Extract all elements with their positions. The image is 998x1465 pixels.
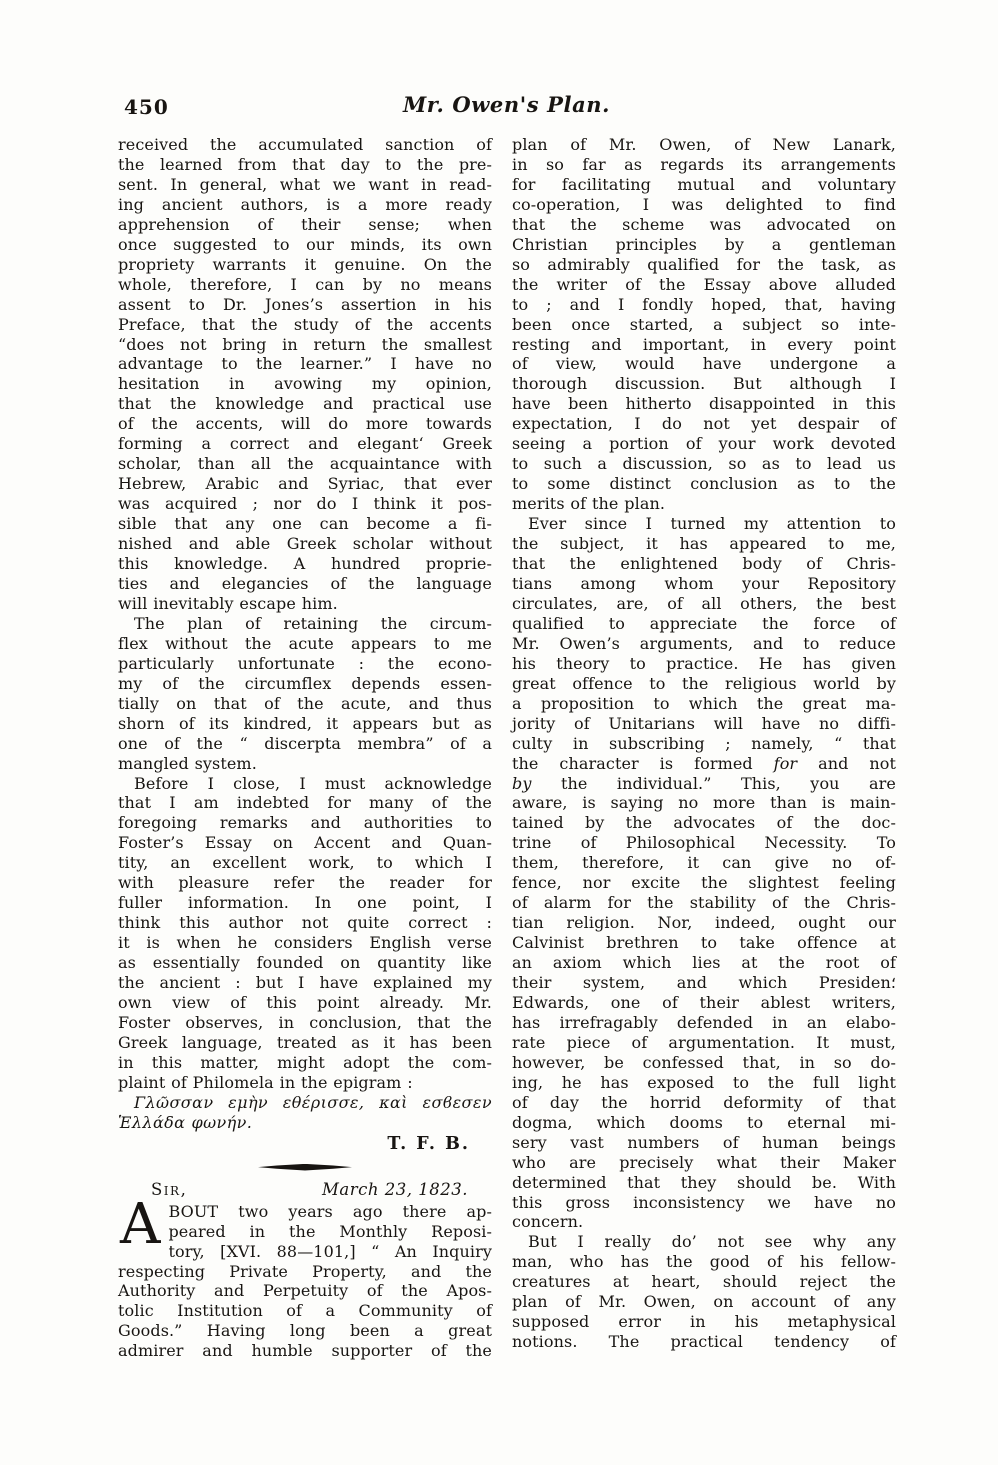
text-line: jority of Unitarians will have no diffi-: [512, 713, 896, 733]
text-line: a proposition to which the great ma-: [512, 693, 896, 713]
text-line: has irrefragably defended in an elabo-: [512, 1012, 896, 1032]
text-line: fuller information. In one point, I: [118, 893, 492, 913]
text-line: man, who has the good of his fellow-: [512, 1252, 896, 1272]
page-number: 450: [124, 95, 169, 119]
text-line: apprehension of their sense; when: [118, 214, 492, 234]
text-line: [512, 774, 896, 794]
section-divider: [258, 1164, 352, 1171]
text-line: whole, therefore, I can by no means: [118, 274, 492, 294]
text-line: the subject, it has appeared to me,: [512, 534, 896, 554]
text-line: “does not bring in return the smallest: [118, 334, 492, 354]
text-line: concern.: [512, 1212, 584, 1232]
text-line: mangled system.: [118, 753, 257, 773]
text-line: with pleasure refer the reader for: [118, 873, 492, 893]
text-line: the learned from that day to the pre-: [118, 154, 492, 174]
text-line: circulates, are, of all others, the best: [512, 593, 896, 613]
text-line: ties and elegancies of the language: [118, 573, 492, 593]
text-line: Preface, that the study of the accents: [118, 314, 492, 334]
text-line: however, be confessed that, in so do-: [512, 1052, 896, 1072]
salutation: Sir,: [151, 1179, 188, 1199]
text-line: to ; and I fondly hoped, that, having: [512, 294, 896, 314]
drop-cap: A: [120, 1191, 161, 1257]
text-line: so admirably qualified for the task, as: [512, 254, 896, 274]
letter-date: March 23, 1823.: [322, 1179, 468, 1199]
text-segment: the individual.” This, you are: [531, 773, 896, 793]
text-line: particularly unfortunate : the econo-: [118, 653, 492, 673]
text-line: his theory to practice. He has given: [512, 653, 896, 673]
text-line: culty in subscribing ; namely, “ that: [512, 733, 896, 753]
text-line: of the accents, will do more towards: [118, 414, 492, 434]
text-line: think this author not quite correct :: [118, 913, 492, 933]
text-line: in so far as regards its arrangements: [512, 154, 896, 174]
text-line: dogma, which dooms to eternal mi-: [512, 1112, 896, 1132]
text-line: Foster observes, in conclusion, that the: [118, 1012, 492, 1032]
text-line: received the accumulated sanction of: [118, 135, 492, 154]
text-line: admirer and humble supporter of the: [118, 1341, 492, 1361]
text-line: once suggested to our minds, its own: [118, 234, 492, 254]
text-segment: and not: [797, 753, 897, 773]
left-column: [118, 135, 492, 1361]
text-line: my of the circumflex depends essen-: [118, 673, 492, 693]
text-line: scholar, than all the acquaintance with: [118, 454, 492, 474]
text-columns: [118, 135, 896, 1361]
text-line: was acquired ; nor do I think it pos-: [118, 494, 492, 514]
text-line: plan of Mr. Owen, of New Lanark,: [512, 135, 896, 154]
text-line: for facilitating mutual and voluntary: [512, 174, 896, 194]
text-line: creatures at heart, should reject the: [512, 1272, 896, 1292]
text-line: Mr. Owen’s arguments, and to reduce: [512, 633, 896, 653]
text-line: own view of this point already. Mr.: [118, 992, 492, 1012]
text-line: sible that any one can become a fi-: [118, 514, 492, 534]
text-line: But I really do’ not see why any: [528, 1232, 896, 1252]
text-line: aware, is saying no more than is main-: [512, 793, 896, 813]
text-line: flex without the acute appears to me: [118, 633, 492, 653]
signature: T. F. B.: [387, 1133, 470, 1154]
text-line: forming a correct and elegant‘ Greek: [118, 434, 492, 454]
text-line: expectation, I do not yet despair of: [512, 414, 896, 434]
text-line: thorough discussion. But although I: [512, 374, 896, 394]
text-line: that I am indebted for many of the: [118, 793, 492, 813]
text-line: tians among whom your Repository: [512, 573, 896, 593]
italic-text: for: [773, 753, 798, 773]
text-line: plan of Mr. Owen, on account of any: [512, 1292, 896, 1312]
text-line: supposed error in his metaphysical: [512, 1312, 896, 1332]
text-line: Before I close, I must acknowledge: [134, 773, 492, 793]
text-line: qualified to appreciate the force of: [512, 613, 896, 633]
text-line: sery vast numbers of human beings: [512, 1132, 896, 1152]
text-line: that the knowledge and practical use: [118, 394, 492, 414]
text-line: of alarm for the stability of the Chris-: [512, 893, 896, 913]
letter-dateline: [118, 1177, 492, 1201]
text-line: tained by the advocates of the doc-: [512, 813, 896, 833]
text-line: their system, and which Presiden؛: [512, 973, 896, 993]
text-line: resting and important, in every point: [512, 334, 896, 354]
text-line: rate piece of argumentation. It must,: [512, 1032, 896, 1052]
text-line: to some distinct conclusion as to the: [512, 474, 896, 494]
text-line: Calvinist brethren to take offence at: [512, 933, 896, 953]
text-line: tory, [XVI. 88—101,] “ An Inquiry: [168, 1241, 492, 1261]
text-line: notions. The practical tendency of: [512, 1332, 896, 1352]
text-line: peared in the Monthly Reposi-: [168, 1221, 492, 1241]
text-line: of day the horrid deformity of that: [512, 1092, 896, 1112]
text-line: it is when he considers English verse: [118, 933, 492, 953]
text-line: propriety warrants it genuine. On the: [118, 254, 492, 274]
text-line: BOUT two years ago there ap-: [168, 1201, 492, 1221]
text-line: respecting Private Property, and the: [118, 1261, 492, 1281]
text-line: seeing a portion of your work devoted: [512, 434, 896, 454]
text-line: tian religion. Nor, indeed, ought our: [512, 913, 896, 933]
text-line: shorn of its kindred, it appears but as: [118, 713, 492, 733]
text-line: Γλῶσσαν εμὴν εθέρισσε, καὶ εσϐεσεν: [134, 1092, 492, 1112]
text-line: Edwards, one of their ablest writers,: [512, 992, 896, 1012]
text-line: Ἑλλάδα φωνήν.: [118, 1112, 253, 1132]
text-line: determined that they should be. With: [512, 1172, 896, 1192]
italic-text: by: [512, 773, 532, 793]
text-line: hesitation in avowing my opinion,: [118, 374, 492, 394]
text-line: The plan of retaining the circum-: [134, 613, 492, 633]
text-line: Foster’s Essay on Accent and Quan-: [118, 833, 492, 853]
text-line: assent to Dr. Jones’s assertion in his: [118, 294, 492, 314]
text-line: Christian principles by a gentleman: [512, 234, 896, 254]
text-line: advantage to the learner.” I have no: [118, 354, 492, 374]
text-line: merits of the plan.: [512, 494, 666, 514]
text-line: Authority and Perpetuity of the Apos-: [118, 1281, 492, 1301]
dropcap-paragraph: [118, 1191, 492, 1362]
text-line: co-operation, I was delighted to find: [512, 194, 896, 214]
text-line: an axiom which lies at the root of: [512, 953, 896, 973]
text-line: Goods.” Having long been a great: [118, 1321, 492, 1341]
text-line: foregoing remarks and authorities to: [118, 813, 492, 833]
text-line: them, therefore, it can give no of-: [512, 853, 896, 873]
text-line: great offence to the religious world by: [512, 673, 896, 693]
text-line: of view, would have undergone a: [512, 354, 896, 374]
text-line: one of the “ discerpta membra” of a: [118, 733, 492, 753]
text-line: that the scheme was advocated on: [512, 214, 896, 234]
text-line: trine of Philosophical Necessity. To: [512, 833, 896, 853]
text-line: tity, an excellent work, to which I: [118, 853, 492, 873]
text-line: Ever since I turned my attention to: [528, 514, 896, 534]
text-line: tolic Institution of a Community of: [118, 1301, 492, 1321]
text-line: who are precisely what their Maker: [512, 1152, 896, 1172]
text-line: the writer of the Essay above alluded: [512, 274, 896, 294]
text-line: ing ancient authors, is a more ready: [118, 194, 492, 214]
text-line: that the enlightened body of Chris-: [512, 554, 896, 574]
text-line: ing, he has exposed to the full light: [512, 1072, 896, 1092]
text-line: will inevitably escape him.: [118, 593, 338, 613]
text-line: tially on that of the acute, and thus: [118, 693, 492, 713]
text-line: Hebrew, Arabic and Syriac, that ever: [118, 474, 492, 494]
text-line: sent. In general, what we want in read-: [118, 174, 492, 194]
text-segment: the character is formed: [512, 753, 774, 773]
text-line: to such a discussion, so as to lead us: [512, 454, 896, 474]
text-line: fence, nor excite the slightest feeling: [512, 873, 896, 893]
text-line: this gross inconsistency we have no: [512, 1192, 896, 1212]
text-line: in this matter, might adopt the com-: [118, 1052, 492, 1072]
text-line: this knowledge. A hundred proprie-: [118, 554, 492, 574]
text-line: nished and able Greek scholar without: [118, 534, 492, 554]
right-column: [512, 135, 896, 1361]
text-line: [512, 754, 896, 774]
text-line: plaint of Philomela in the epigram :: [118, 1072, 413, 1092]
text-line: the ancient : but I have explained my: [118, 973, 492, 993]
text-line: have been hitherto disappointed in this: [512, 394, 896, 414]
text-line: Greek language, treated as it has been: [118, 1032, 492, 1052]
text-line: been once started, a subject so inte-: [512, 314, 896, 334]
running-title: Mr. Owen's Plan.: [402, 92, 611, 117]
page-header: [118, 92, 895, 122]
text-line: as essentially founded on quantity like: [118, 953, 492, 973]
